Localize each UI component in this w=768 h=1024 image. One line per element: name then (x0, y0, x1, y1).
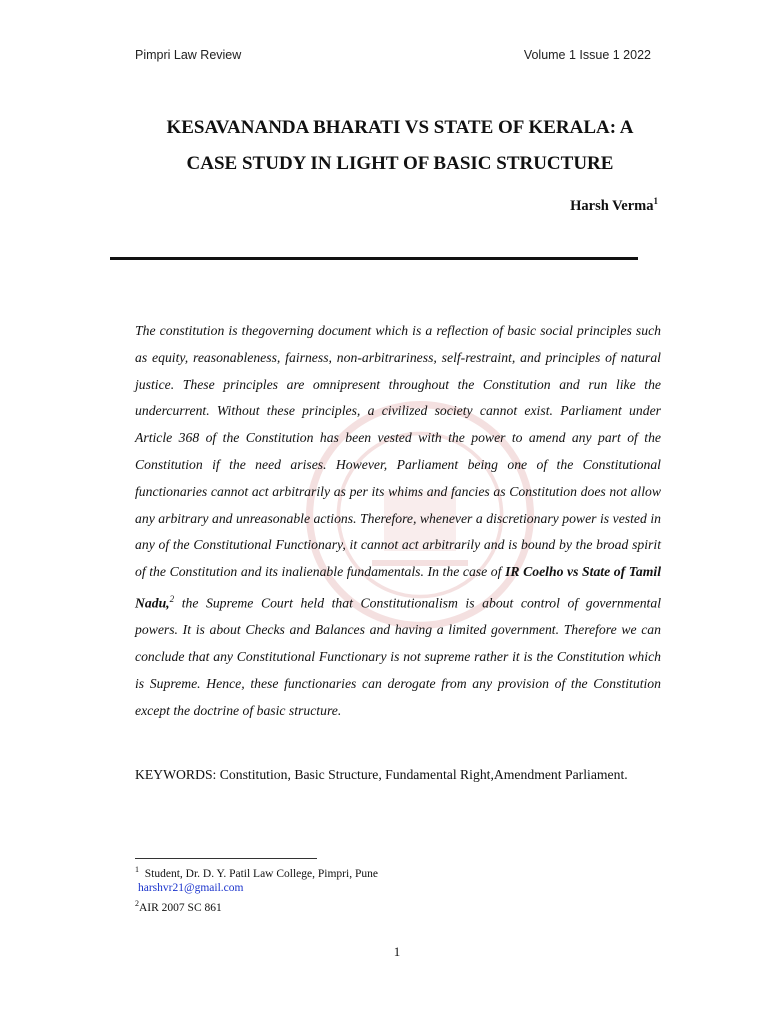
page-number: 1 (393, 944, 401, 959)
author-email-link[interactable]: harshvr21@gmail.com (138, 882, 244, 894)
footnote-separator (135, 858, 317, 859)
running-header-issue: Volume 1 Issue 1 2022 (523, 48, 651, 62)
case-footnote-mark[interactable]: 2 (169, 593, 175, 604)
article-title (100, 110, 700, 182)
title-line-1: KESAVANANDA BHARATI VS STATE OF KERALA: A (166, 117, 634, 138)
abstract-paragraph (135, 318, 661, 725)
case-name: IR Coelho vs State of Tamil Nadu, (135, 564, 662, 611)
footnote-2-mark: 2 (135, 899, 139, 908)
footnote-1-mark: 1 (135, 865, 139, 874)
footnote-2-text: AIR 2007 SC 861 (139, 901, 222, 914)
title-divider (110, 257, 638, 260)
title-line-2: CASE STUDY IN LIGHT OF BASIC STRUCTURE (186, 153, 614, 174)
footnote-2 (135, 896, 222, 916)
footnote-1 (135, 862, 378, 882)
keywords: KEYWORDS: Constitution, Basic Structure, Fundamental Right,Amendment Parliament. (135, 767, 628, 782)
footnote-1-text: Student, Dr. D. Y. Patil Law College, Pimpri, Pune (144, 867, 378, 880)
abstract-text-2: the Supreme Court held that Constitutionalism is about control of governmental powers. It is about Checks and Balances and having a limited government. Therefore we can conclude that any Constitutional Functionary is not supreme rather it is the Constitution which is Supreme. Hence, these functionaries can derogate from any provision of the Constitution except the doctrine of basic structure. (135, 595, 661, 718)
author-name (570, 196, 658, 215)
author-footnote-mark[interactable]: 1 (653, 196, 658, 206)
running-header-journal: Pimpri Law Review (135, 48, 242, 62)
abstract-text-1: The constitution is thegoverning document which is a reflection of basic social principles such as equity, reasonableness, fairness, non-arbitrariness, self-restraint, and principles of natural justice. These principles are omnipresent throughout the Constitution and run like the undercurrent. Without these principles, a civilized society cannot exist. Parliament under Article 368 of the Constitution has been vested with the power to amend any part of the Constitution if the need arises. However, Parliament being one of the Constitutional functionaries cannot act arbitrarily as per its whims and fancies as Constitution does not allow any arbitrary and unreasonable actions. Therefore, whenever a discretionary power is vested in any of the Constitutional Functionary, it cannot act arbitrarily and is bound by the broad spirit of the Constitution and its inalienable fundamentals. In the case of (135, 323, 661, 580)
author-name-text: Harsh Verma (570, 197, 654, 214)
